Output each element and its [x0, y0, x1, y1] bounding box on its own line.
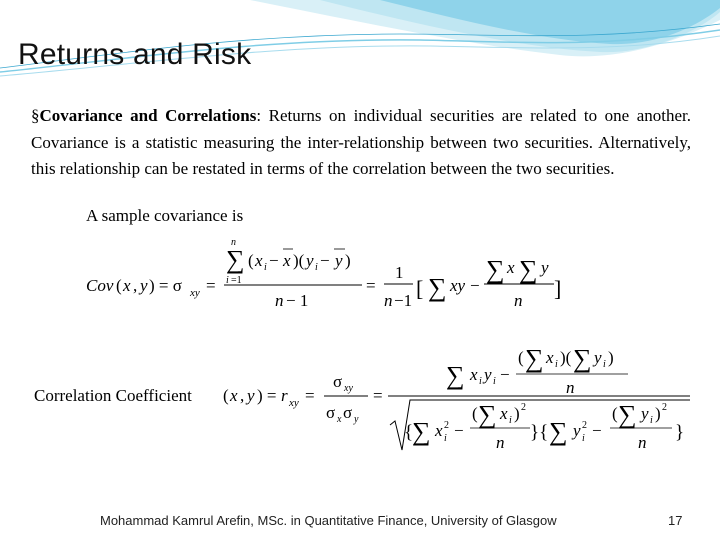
svg-text:−: −	[454, 421, 464, 440]
svg-text:=: =	[305, 386, 315, 405]
svg-text:}{: }{	[530, 422, 549, 443]
bullet-body: : Returns on individual securities are related to one another. Covariance is a statistic measuring the inter-relationship between two securities. Alternatively, this relationship can be restated in terms of the correlation between the two securities.	[31, 106, 691, 178]
svg-text:∑: ∑	[446, 361, 465, 390]
svg-text:y: y	[641, 404, 649, 423]
svg-text:x: x	[470, 365, 478, 384]
svg-text:=1: =1	[231, 275, 242, 286]
svg-text:i: i	[444, 433, 447, 444]
svg-text:−1: −1	[394, 291, 413, 310]
svg-text:σ: σ	[326, 403, 336, 422]
svg-text:(: (	[472, 404, 478, 423]
svg-text:i: i	[493, 376, 496, 387]
svg-text:y: y	[573, 421, 581, 440]
svg-text:): )	[514, 404, 520, 423]
svg-text:∑: ∑	[226, 245, 245, 274]
svg-text:∑: ∑	[573, 344, 592, 373]
svg-text:2: 2	[521, 402, 526, 413]
svg-text:i: i	[509, 415, 512, 426]
svg-text:x: x	[500, 404, 508, 423]
svg-text:xy: xy	[289, 397, 299, 409]
svg-text:n: n	[514, 291, 523, 310]
svg-text:}: }	[675, 422, 685, 443]
svg-text:i: i	[582, 433, 585, 444]
svg-text:2: 2	[662, 402, 667, 413]
svg-text:i: i	[264, 262, 267, 273]
svg-text:σ: σ	[343, 403, 353, 422]
svg-text:y: y	[541, 258, 549, 277]
svg-text:n: n	[384, 291, 393, 310]
svg-text:∑: ∑	[519, 255, 538, 284]
svg-text:2: 2	[582, 420, 587, 431]
svg-text:n: n	[231, 237, 236, 248]
svg-text:2: 2	[444, 420, 449, 431]
svg-text:n: n	[275, 291, 284, 310]
svg-text:x: x	[507, 258, 515, 277]
svg-text:i: i	[479, 376, 482, 387]
slide-footer: Mohammad Kamrul Arefin, MSc. in Quantitative Finance, University of Glasgow	[100, 513, 557, 528]
page-number: 17	[668, 513, 683, 528]
svg-text:(: (	[116, 276, 122, 295]
svg-text:∑: ∑	[428, 273, 447, 302]
svg-text:−: −	[320, 251, 330, 270]
slide-title: Returns and Risk	[18, 38, 252, 71]
svg-text:∑: ∑	[486, 255, 505, 284]
svg-text:n: n	[566, 378, 575, 397]
svg-text:∑: ∑	[618, 400, 637, 429]
svg-text:∑: ∑	[478, 400, 497, 429]
svg-text:]: ]	[554, 276, 562, 301]
svg-text:−: −	[500, 365, 510, 384]
svg-text:)(: )(	[560, 348, 572, 367]
bullet-heading: Covariance and Correlations	[39, 106, 257, 125]
svg-text:,: ,	[133, 276, 138, 295]
svg-text:(: (	[223, 386, 229, 405]
svg-text:y: y	[335, 251, 343, 270]
svg-text:=: =	[366, 276, 376, 295]
correlation-coefficient-label: Correlation Coefficient	[34, 386, 192, 405]
svg-text:1: 1	[395, 263, 404, 282]
svg-text:(: (	[248, 251, 254, 270]
svg-text:i: i	[603, 359, 606, 370]
svg-text:y: y	[140, 276, 148, 295]
svg-text:): )	[655, 404, 661, 423]
svg-text:x: x	[123, 276, 131, 295]
svg-text:y: y	[594, 348, 602, 367]
bullet-marker: §	[31, 106, 40, 125]
svg-text:(: (	[518, 348, 524, 367]
svg-text:y: y	[247, 386, 255, 405]
svg-text:x: x	[337, 414, 342, 425]
svg-text:−: −	[470, 276, 480, 295]
svg-text:r: r	[281, 386, 288, 405]
svg-text:x: x	[435, 421, 443, 440]
svg-text:,: ,	[240, 386, 245, 405]
svg-text:x: x	[230, 386, 238, 405]
svg-text:xy: xy	[190, 287, 200, 299]
svg-text:i: i	[650, 415, 653, 426]
svg-text:i: i	[555, 359, 558, 370]
svg-text:(: (	[612, 404, 618, 423]
svg-text:−: −	[592, 421, 602, 440]
svg-text:x: x	[546, 348, 554, 367]
svg-text:)(: )(	[293, 251, 305, 270]
svg-text:∑: ∑	[525, 344, 544, 373]
svg-text:i: i	[226, 275, 229, 286]
svg-text:−: −	[269, 251, 279, 270]
sample-covariance-label: A sample covariance is	[86, 206, 244, 225]
svg-text:n: n	[496, 433, 505, 452]
svg-text:{: {	[404, 422, 414, 443]
svg-text:=: =	[206, 276, 216, 295]
svg-text:∑: ∑	[412, 417, 431, 446]
svg-text:=: =	[373, 386, 383, 405]
svg-text:i: i	[315, 262, 318, 273]
svg-text:y: y	[484, 365, 492, 384]
svg-text:σ: σ	[333, 372, 343, 391]
svg-text:y: y	[354, 414, 359, 425]
svg-text:xy: xy	[344, 383, 353, 394]
svg-text:) = σ: ) = σ	[149, 276, 182, 295]
svg-text:x: x	[255, 251, 263, 270]
svg-text:xy: xy	[450, 276, 466, 295]
svg-text:): )	[608, 348, 614, 367]
svg-text:y: y	[306, 251, 314, 270]
svg-text:[: [	[416, 276, 424, 301]
svg-text:− 1: − 1	[286, 291, 309, 310]
svg-text:): )	[345, 251, 351, 270]
svg-text:∑: ∑	[549, 417, 568, 446]
svg-text:) =: ) =	[257, 386, 277, 405]
svg-text:n: n	[638, 433, 647, 452]
svg-text:Cov: Cov	[86, 276, 114, 295]
svg-text:x: x	[283, 251, 291, 270]
